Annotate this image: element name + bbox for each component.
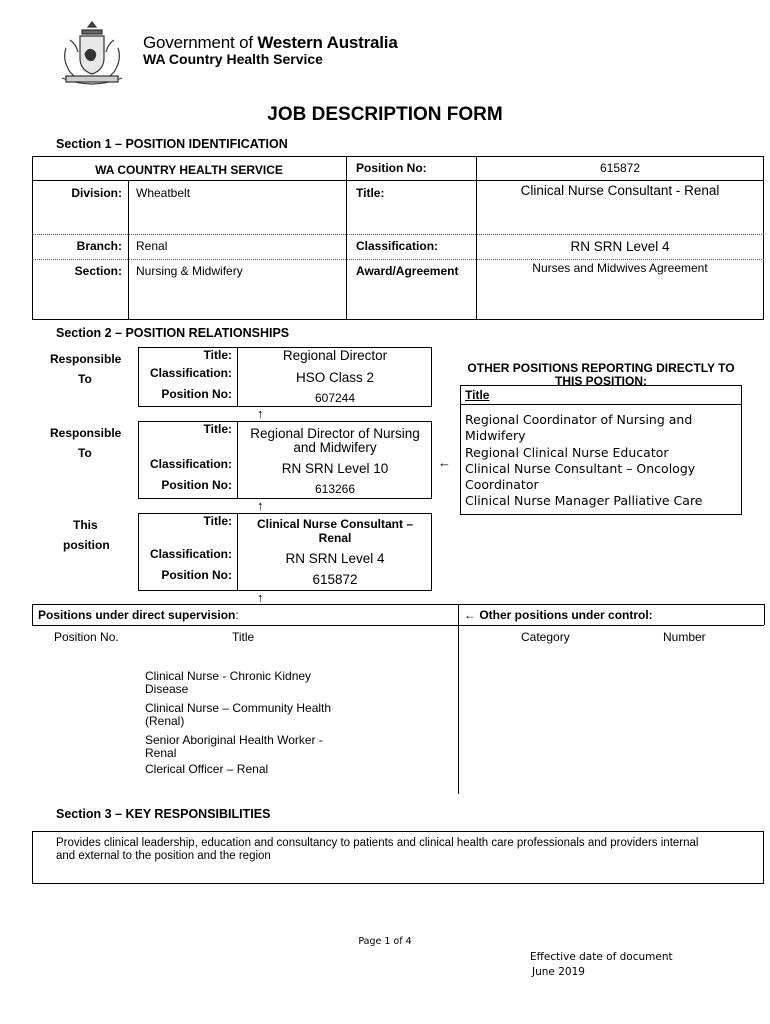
- other-positions-list: [465, 412, 703, 510]
- box1-position-no-label: Position No:: [161, 387, 232, 401]
- effective-date-label: Effective date of document: [530, 951, 673, 963]
- up-arrow-icon: ↑: [257, 406, 264, 421]
- responsible-label-2: Responsible: [50, 426, 122, 440]
- other-positions-title-label: Title: [465, 388, 490, 402]
- classification-label: Classification:: [356, 239, 439, 253]
- box1-title-label: Title:: [203, 348, 232, 362]
- position-no-value: 615872: [599, 161, 641, 175]
- up-arrow-icon: ↑: [257, 590, 264, 605]
- list-item: Midwifery: [465, 428, 526, 444]
- section-value: Nursing & Midwifery: [136, 264, 243, 278]
- list-item: Clinical Nurse Consultant – Oncology: [465, 460, 696, 476]
- to-label-2: To: [78, 446, 92, 460]
- box1-classification: HSO Class 2: [295, 370, 375, 385]
- box1-position-no: 607244: [314, 391, 356, 405]
- col-title: Title: [232, 630, 255, 644]
- box2-classification-label: Classification:: [149, 457, 232, 471]
- box2-position-no: 613266: [314, 482, 356, 496]
- box3-classification-label: Classification:: [149, 547, 232, 561]
- box2-classification: RN SRN Level 10: [281, 461, 389, 476]
- left-arrow-icon: ←: [464, 608, 480, 622]
- table-row: Senior Aboriginal Health Worker - Renal: [145, 733, 323, 760]
- this-label: This: [73, 518, 98, 532]
- position-no-label: Position No:: [356, 161, 427, 175]
- list-item: Coordinator: [465, 477, 539, 493]
- box2-position-no-label: Position No:: [161, 478, 232, 492]
- table-row: Clinical Nurse - Chronic Kidney Disease: [145, 669, 312, 696]
- wa-crest-logo: [56, 18, 128, 88]
- col-position-no: Position No.: [54, 630, 119, 644]
- box1-classification-label: Classification:: [149, 366, 232, 380]
- box3-title-line1: Clinical Nurse Consultant –: [256, 517, 414, 531]
- section2-heading: Section 2 – POSITION RELATIONSHIPS: [56, 326, 290, 340]
- award-value: Nurses and Midwives Agreement: [532, 261, 708, 275]
- government-name: Government of Western Australia: [143, 33, 398, 52]
- box2-title-line1: Regional Director of Nursing: [250, 426, 420, 441]
- position-label: position: [63, 538, 110, 552]
- other-positions-heading-line1: OTHER POSITIONS REPORTING DIRECTLY TO: [467, 361, 735, 375]
- box3-title-line2: Renal: [318, 531, 352, 545]
- col-number: Number: [663, 630, 706, 644]
- branch-value: Renal: [136, 239, 168, 253]
- other-positions-heading-line2: THIS POSITION:: [554, 374, 647, 388]
- list-item: Regional Coordinator of Nursing and: [465, 412, 693, 427]
- effective-date: June 2019: [532, 966, 585, 978]
- section1-heading: Section 1 – POSITION IDENTIFICATION: [56, 137, 288, 151]
- box1-title: Regional Director: [282, 348, 388, 363]
- service-name: WA Country Health Service: [143, 51, 323, 67]
- under-supervision-label: Positions under direct supervision:: [38, 608, 239, 622]
- up-arrow-icon: ↑: [257, 498, 264, 513]
- list-item: Clinical Nurse Manager Palliative Care: [465, 493, 703, 509]
- box3-position-no: 615872: [312, 572, 358, 587]
- box2-title-line2: and Midwifery: [293, 440, 377, 455]
- title-value: Clinical Nurse Consultant - Renal: [520, 183, 720, 198]
- division-label: Division:: [71, 186, 122, 200]
- list-item: Regional Clinical Nurse Educator: [465, 444, 669, 460]
- page-number: Page 1 of 4: [358, 936, 412, 947]
- page-title: JOB DESCRIPTION FORM: [267, 104, 503, 125]
- col-category: Category: [521, 630, 570, 644]
- title-label: Title:: [356, 186, 385, 200]
- org-name: WA COUNTRY HEALTH SERVICE: [95, 163, 283, 177]
- other-control-label: ← Other positions under control:: [464, 608, 653, 622]
- left-arrow-icon: ←: [438, 455, 451, 470]
- box2-title-label: Title:: [203, 422, 232, 436]
- table-row: Clinical Nurse – Community Health (Renal): [145, 701, 332, 728]
- section-label: Section:: [74, 264, 122, 278]
- branch-label: Branch:: [76, 239, 122, 253]
- box3-classification: RN SRN Level 4: [285, 551, 385, 566]
- box3-position-no-label: Position No:: [161, 568, 232, 582]
- table-row: Clerical Officer – Renal: [145, 762, 269, 776]
- classification-value: RN SRN Level 4: [570, 239, 670, 254]
- box3-title-label: Title:: [203, 514, 232, 528]
- key-responsibilities-text: Provides clinical leadership, education and consultancy to patients and clinical health care professionals and providers internal and external to the position and the region: [56, 837, 699, 862]
- award-label: Award/Agreement: [356, 264, 459, 278]
- to-label-1: To: [78, 372, 92, 386]
- responsible-label-1: Responsible: [50, 352, 122, 366]
- section3-heading: Section 3 – KEY RESPONSIBILITIES: [56, 807, 271, 821]
- division-value: Wheatbelt: [136, 186, 191, 200]
